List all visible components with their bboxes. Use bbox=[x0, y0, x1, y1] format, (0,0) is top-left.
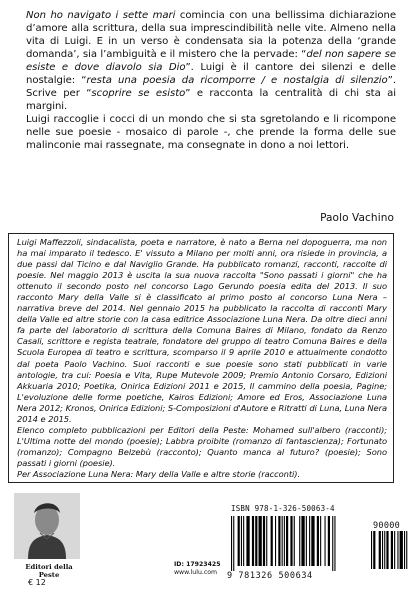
barcode-bar bbox=[311, 516, 314, 566]
price-code: 90000 bbox=[373, 521, 401, 531]
barcode-bar bbox=[328, 516, 330, 566]
barcode-bar bbox=[394, 531, 395, 569]
barcode-bar bbox=[294, 516, 295, 566]
intro-text-b: ”. Luigi è il cantore dei silenzi e delle nostalgie: “ bbox=[26, 62, 396, 87]
barcode-bar bbox=[238, 516, 240, 566]
lulu-id-block bbox=[174, 561, 221, 577]
barcode-bar bbox=[233, 516, 234, 571]
barcode-bar bbox=[231, 516, 232, 571]
author-portrait-image bbox=[14, 493, 80, 559]
ean-barcode-bars bbox=[231, 516, 369, 571]
intro-title: Non ho navigato i sette mari bbox=[26, 10, 176, 21]
barcode-bar bbox=[290, 516, 292, 566]
barcode-bar bbox=[404, 531, 405, 569]
barcode-bar bbox=[252, 516, 254, 566]
barcode-bar bbox=[317, 516, 319, 566]
barcode-bar bbox=[379, 531, 381, 569]
price: € 12 bbox=[28, 578, 46, 587]
signature: Paolo Vachino bbox=[320, 212, 394, 224]
barcode-bar bbox=[266, 516, 267, 566]
barcode-digits: 9 781326 500634 bbox=[227, 571, 313, 581]
barcode-bar bbox=[275, 516, 276, 566]
intro-paragraph-2: Luigi raccoglie i cocci di un mondo che si sta sgretolando e li ricompone nelle sue poesie - mosaico di parole -, che prende la forma delle sue malinconie mai rassegnate, ma consegnate in dono a noi lettori. bbox=[26, 114, 396, 152]
barcode-bar bbox=[334, 516, 335, 571]
barcode-bar bbox=[246, 516, 249, 566]
bio-paragraph-1: Luigi Maffezzoli, sindacalista, poeta e narratore, è nato a Berna nel dopoguerra, ma non ha mai imparato il tedesco. E' vissuto a Milano per molti anni, ora risiede in provincia, a due passi dal Ticino e dal Naviglio Grande. Ha pubblicato romanzi, racconti, raccolte di poesie. Nel maggio 2013 è uscita la sua nuova raccolta "Sono passati i giorni" che ha ottenuto il secondo posto nel concorso Lago Gerundo poesia edita del 2013. Il suo racconto Mary della Valle si è classificato al primo posto al concorso Luna Nera – narrativa breve del 2014. Nel gennaio 2015 ha pubblicato la raccolta di racconti Mary della Valle ed altre storie con la casa editrice Associazione Luna Nera. Da oltre dieci anni fa parte del laboratorio di scrittura della Comuna Baires di Milano, fondato da Renzo Casali, scrittore e regista teatrale, fondatore del gruppo di teatro Comuna Baires e della Scuola Europea di teatro e scrittura, scomparso il 9 aprile 2010 e attualmente condotto dal poeta Paolo Vachino. Suoi racconti e sue poesie sono stati pubblicati in varie antologie, tra cui: Poesia e Vita, Rupe Mutevole 2009; Premio Antonio Corsaro, Edizioni Akkuaria 2010; Poetika, Onirica Edizioni 2011 e 2015, Il cammino della poesia, Pagine; L'evoluzione delle forme poetiche, Kairos Edizioni; Amore ed Eros, Associazione Luna Nera 2012; Kronos, Onirica Edizioni; S-Composizioni d'Autore e Ritratti di Luna, Luna Nera 2014 e 2015. bbox=[17, 237, 387, 424]
author-bio-box bbox=[8, 233, 394, 483]
barcode-bar bbox=[301, 516, 304, 566]
barcode-bar bbox=[325, 516, 326, 566]
intro-quote-1: del non sapere se esiste e dove diavolo sia Dio bbox=[26, 49, 396, 74]
publisher-label: Editori della Peste bbox=[25, 563, 73, 579]
price-addon-bars bbox=[371, 531, 409, 571]
barcode-bar bbox=[284, 516, 285, 566]
barcode-bar bbox=[373, 531, 375, 569]
bio-paragraph-3: Per Associazione Luna Nera: Mary della Valle e altre storie (racconti). bbox=[17, 468, 301, 479]
isbn-label: ISBN 978-1-326-50063-4 bbox=[231, 504, 335, 513]
barcode-bar bbox=[255, 516, 257, 566]
barcode-bar bbox=[263, 516, 265, 566]
barcode-bar bbox=[384, 531, 385, 569]
barcode-bar bbox=[391, 531, 393, 569]
barcode-bar bbox=[271, 516, 273, 566]
barcode-bar bbox=[397, 531, 398, 569]
barcode-bar bbox=[406, 531, 407, 569]
intro-text-a: comincia con una bellissima dichiarazione d’amore alla scrittura, della sua imprescindibilità nelle vite. Almeno nella vita di Luigi. E in un verso è condensata sia la potenza della ‘grande domanda’, sia l’ambiguità e il mistero che la pervade: “ bbox=[26, 10, 396, 61]
intro-quote-3: scoprire se esisto bbox=[91, 88, 186, 100]
intro-quote-2: resta una poesia da ricomporre / e nostalgia di silenzio bbox=[86, 75, 388, 87]
bio-paragraph-2: Elenco completo pubblicazioni per Editori della Peste: Mohamed sull'albero (racconti); L'Ultima notte del mondo (poesie); Labbra proibite (romanzo di fantascienza); Fortunato (romanzo); Compagno Belzebù (racconto); Quanto manca al futuro? (poesie); Sono passati i giorni (poesie). bbox=[17, 424, 387, 468]
isbn-barcode bbox=[225, 494, 413, 586]
barcode-bar bbox=[371, 531, 372, 569]
barcode-bar bbox=[320, 516, 321, 566]
intro-text-c: ”. Scrive per “ bbox=[26, 75, 396, 100]
barcode-bar bbox=[243, 516, 244, 566]
barcode-bar bbox=[332, 516, 333, 571]
barcode-bar bbox=[278, 516, 280, 566]
lulu-url: www.lulu.com bbox=[174, 569, 218, 576]
barcode-bar bbox=[400, 531, 403, 569]
intro-text-d: ” e racconta la centralità di chi sta ai margini. bbox=[26, 88, 396, 113]
barcode-bar bbox=[309, 516, 310, 566]
id-line: ID: 17923425 bbox=[174, 561, 221, 568]
barcode-bar bbox=[241, 516, 242, 566]
intro-text bbox=[26, 9, 396, 153]
barcode-bar bbox=[386, 531, 388, 569]
barcode-bar bbox=[306, 516, 307, 566]
barcode-bar bbox=[299, 516, 300, 566]
barcode-bar bbox=[282, 516, 283, 566]
barcode-bar bbox=[286, 516, 288, 566]
barcode-bar bbox=[382, 531, 383, 569]
barcode-bar bbox=[259, 516, 262, 566]
